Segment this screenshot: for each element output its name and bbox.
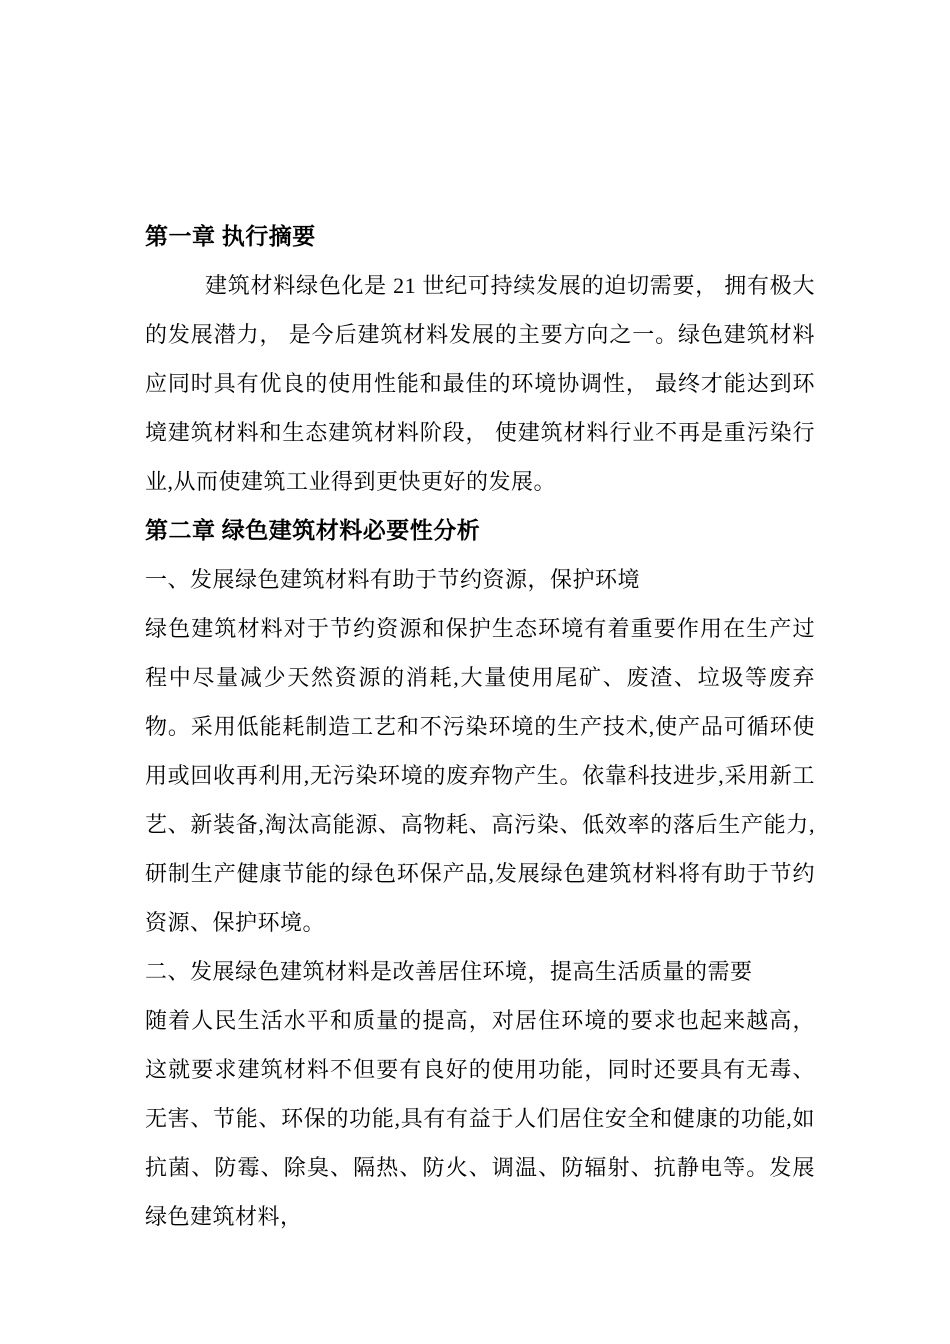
section-1-heading: 一、发展绿色建筑材料有助于节约资源，保护环境 — [145, 567, 641, 592]
chapter-1-heading: 第一章 执行摘要 — [145, 224, 316, 249]
section-2-paragraph: 随着人民生活水平和质量的提高，对居住环境的要求也起来越高，这就要求建筑材料不但要有良好的使用功能，同时还要具有无毒、无害、节能、环保的功能,具有有益于人们居住安全和健康的功能,如抗菌、防霉、除臭、隔热、防火、调温、防辐射、抗静电等。发展绿色建筑材料， — [145, 1008, 815, 1229]
chapter-2-heading: 第二章 绿色建筑材料必要性分析 — [145, 518, 481, 543]
section-2-heading: 二、发展绿色建筑材料是改善居住环境，提高生活质量的需要 — [145, 959, 753, 984]
section-1-paragraph: 绿色建筑材料对于节约资源和保护生态环境有着重要作用在生产过程中尽量减少天然资源的消耗,大量使用尾矿、废渣、垃圾等废弃物。采用低能耗制造工艺和不污染环境的生产技术,使产品可循环使用或回收再利用,无污染环境的废弃物产生。依靠科技进步,采用新工艺、新装备,淘汰高能源、高物耗、高污染、低效率的落后生产能力,研制生产健康节能的绿色环保产品,发展绿色建筑材料将有助于节约资源、保护环境。 — [145, 616, 815, 935]
chapter-1-paragraph: 建筑材料绿色化是 21 世纪可持续发展的迫切需要， 拥有极大的发展潜力， 是今后建筑材料发展的主要方向之一。绿色建筑材料应同时具有优良的使用性能和最佳的环境协调性， 最终才能达到环境建筑材料和生态建筑材料阶段， 使建筑材料行业不再是重污染行业,从而使建筑工业得到更快更好的发展。 — [145, 273, 815, 494]
